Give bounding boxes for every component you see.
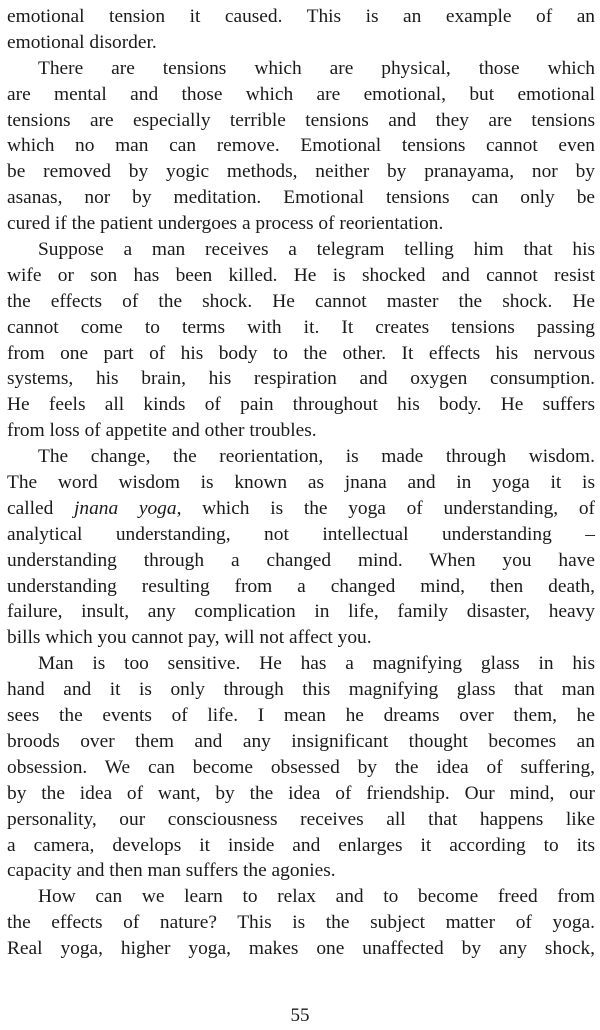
text-line: Suppose a man receives a telegram telling him that his bbox=[38, 239, 595, 261]
page-number: 55 bbox=[290, 1005, 310, 1026]
text-line: analytical understanding, not intellectual understanding – bbox=[7, 523, 595, 545]
text-line: asanas, nor by meditation. Emotional tensions can only be bbox=[7, 187, 595, 209]
text-line: obsession. We can become obsessed by the idea of suffering, bbox=[7, 756, 595, 778]
text-line bbox=[7, 496, 595, 522]
text-line: the effects of the shock. He cannot master the shock. He bbox=[7, 290, 595, 312]
text-line: cured if the patient undergoes a process of reorientation. bbox=[7, 213, 444, 235]
text-line: are mental and those which are emotional, but emotional bbox=[7, 83, 595, 105]
text-line: emotional tension it caused. This is an example of an bbox=[7, 6, 595, 27]
italic-term: jnana yoga bbox=[74, 497, 177, 519]
text-line: cannot come to terms with it. It creates tensions passing bbox=[7, 316, 595, 338]
text-line: by the idea of want, by the idea of friendship. Our mind, our bbox=[7, 782, 595, 804]
text-line: from loss of appetite and other troubles. bbox=[7, 420, 317, 442]
text-line: hand and it is only through this magnifying glass that man bbox=[7, 679, 595, 701]
text-line: bills which you cannot pay, will not affect you. bbox=[7, 627, 372, 649]
text-line: which no man can remove. Emotional tensions cannot even bbox=[7, 135, 595, 157]
text-line: The word wisdom is known as jnana and in yoga it is bbox=[7, 472, 595, 494]
text-line: failure, insult, any complication in life, family disaster, heavy bbox=[7, 601, 595, 623]
body-text bbox=[7, 4, 595, 962]
text-line: a camera, develops it inside and enlarges it according to its bbox=[7, 834, 595, 856]
text-line: systems, his brain, his respiration and oxygen consumption. bbox=[7, 368, 595, 390]
text-line: Man is too sensitive. He has a magnifying glass in his bbox=[38, 653, 595, 675]
text-line: sees the events of life. I mean he dreams over them, he bbox=[7, 705, 595, 727]
text-line: How can we learn to relax and to become freed from bbox=[38, 886, 595, 908]
text-line: personality, our consciousness receives all that happens like bbox=[7, 808, 595, 830]
text-line: from one part of his body to the other. It effects his nervous bbox=[7, 342, 595, 364]
text-line: wife or son has been killed. He is shocked and cannot resist bbox=[7, 264, 595, 286]
text-line: There are tensions which are physical, those which bbox=[38, 57, 595, 79]
text-segment: , which is the yoga of understanding, of bbox=[176, 497, 596, 519]
text-line: capacity and then man suffers the agonies. bbox=[7, 860, 336, 882]
text-line: be removed by yogic methods, neither by pranayama, nor by bbox=[7, 161, 595, 183]
text-line: He feels all kinds of pain throughout his body. He suffers bbox=[7, 394, 595, 416]
text-line: emotional disorder. bbox=[7, 31, 157, 53]
text-line: understanding through a changed mind. When you have bbox=[7, 549, 595, 571]
text-line: understanding resulting from a changed mind, then death, bbox=[7, 575, 595, 597]
text-line: tensions are especially terrible tensions and they are tensions bbox=[7, 109, 595, 131]
text-line: The change, the reorientation, is made through wisdom. bbox=[38, 446, 595, 468]
text-line: broods over them and any insignificant thought becomes an bbox=[7, 730, 595, 752]
text-line: the effects of nature? This is the subject matter of yoga. bbox=[7, 912, 595, 934]
text-line: Real yoga, higher yoga, makes one unaffected by any shock, bbox=[7, 938, 595, 960]
text-segment: called bbox=[7, 497, 74, 519]
